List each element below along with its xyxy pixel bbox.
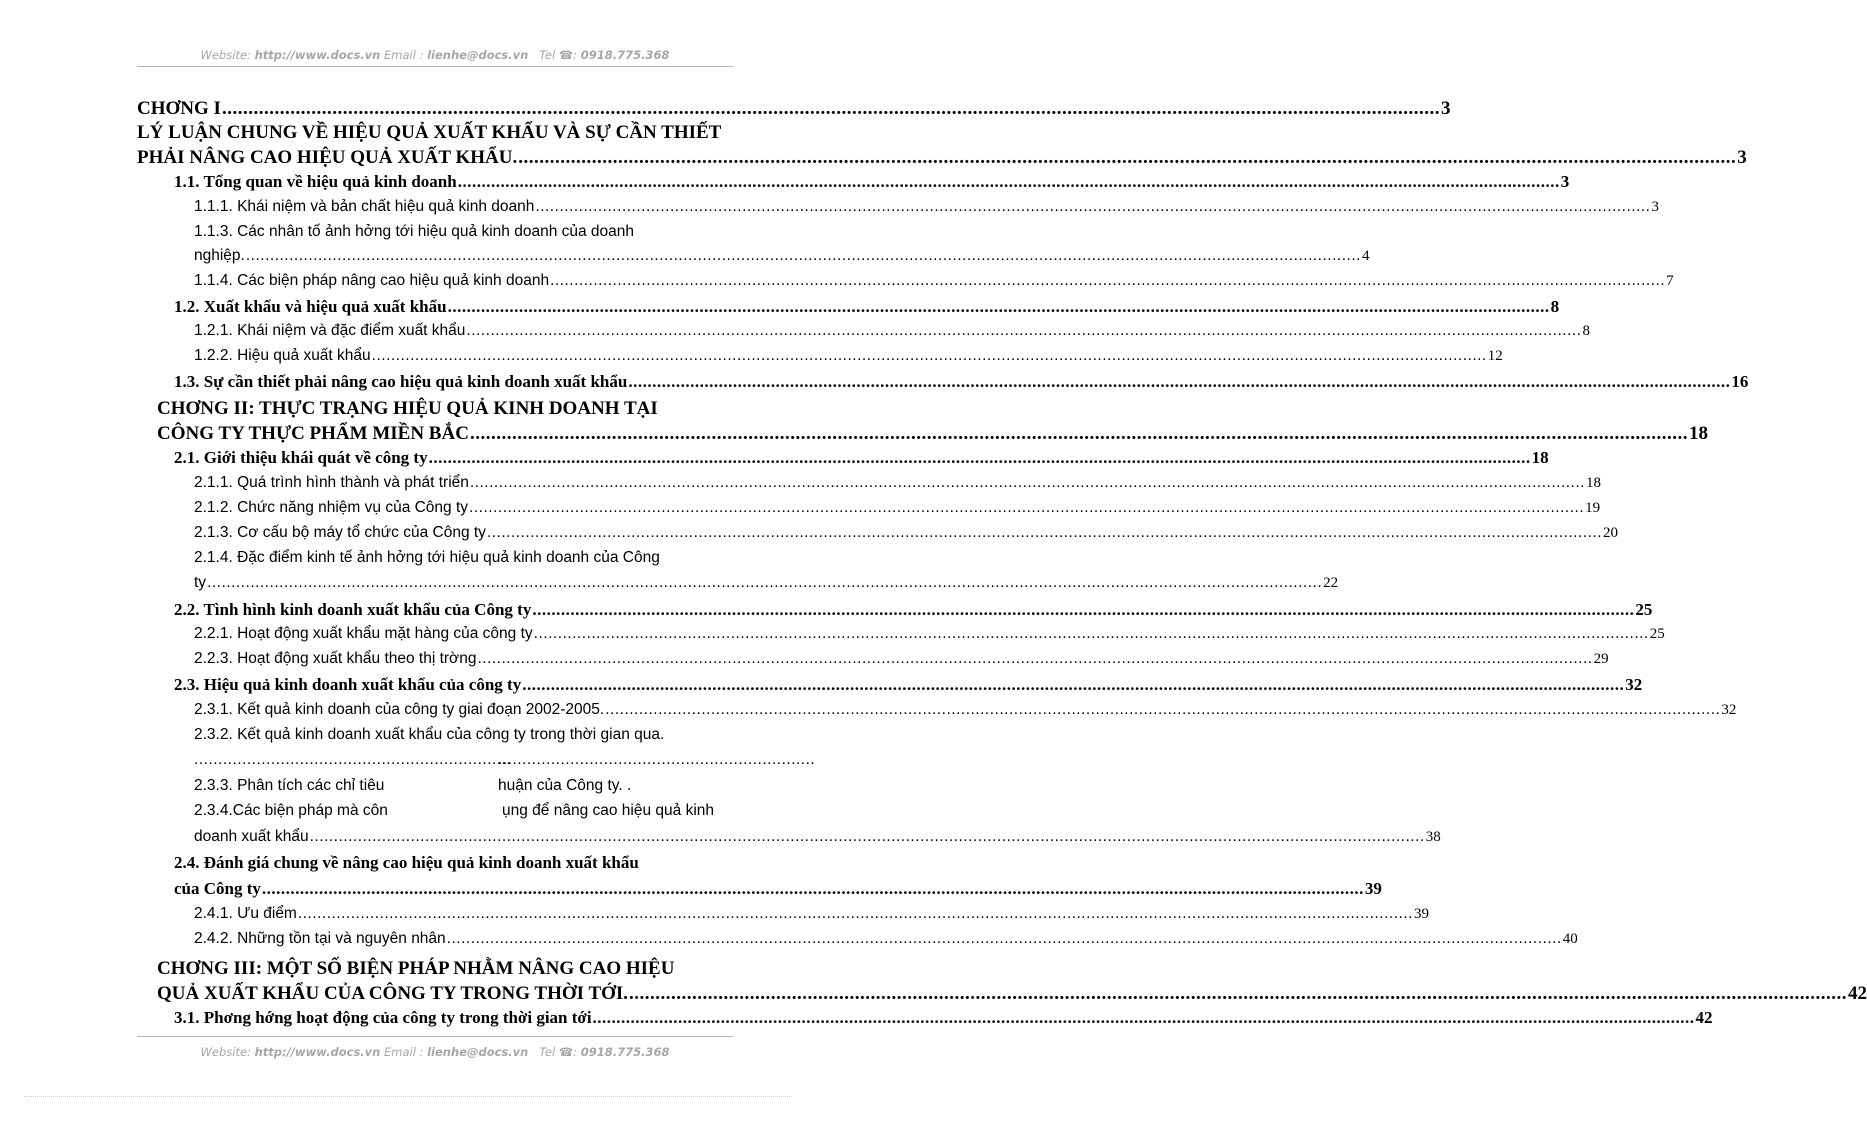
toc-subsection-2-4-2[interactable]: 2.4.2. Những tồn tại và nguyên nhân ..... 40 <box>194 930 733 948</box>
toc-subsection-2-4-1[interactable]: 2.4.1. Ưu điểm ..... 39 <box>194 905 733 923</box>
toc-section-1-1[interactable]: 1.1. Tổng quan về hiệu quả kinh doanh ..... 3 <box>174 172 733 192</box>
toc-chapter-1-title[interactable]: LÝ LUẬN CHUNG VỀ HIỆU QUẢ XUẤT KHẨU VÀ SỰ CẦN THIẾT <box>137 122 722 143</box>
email-link[interactable]: lienhe@docs.vn <box>427 1045 529 1059</box>
toc-chapter-2[interactable]: CHƠNG II: THỰC TRẠNG HIỆU QUẢ KINH DOANH TẠI <box>157 398 658 419</box>
toc-subsection-2-3-3[interactable]: 2.3.3. Phân tích các chỉ tiêu <box>194 777 385 794</box>
toc-subsection-2-1-4-line2[interactable]: ty ..... 22 <box>194 574 733 592</box>
toc-subsection-1-1-3-line2[interactable]: nghiệp. ..... 4 <box>194 247 733 265</box>
website-link[interactable]: http://www.docs.vn <box>254 1045 381 1059</box>
toc-section-2-4[interactable]: 2.4. Đánh giá chung về nâng cao hiệu quả kinh doanh xuất khẩu <box>174 853 639 872</box>
toc-subsection-2-1-2[interactable]: 2.1.2. Chức năng nhiệm vụ của Công ty ..... 19 <box>194 499 733 517</box>
toc-subsection-2-3-4-line2[interactable]: doanh xuất khẩu ..... 38 <box>194 828 733 846</box>
toc-section-2-4-line2[interactable]: của Công ty ..... 39 <box>174 879 733 899</box>
toc-chapter-1[interactable]: CHƠNG I ..... 3 <box>137 98 733 120</box>
toc-subsection-2-3-4[interactable]: 2.3.4.Các biện pháp mà côn <box>194 802 388 819</box>
toc-section-1-2[interactable]: 1.2. Xuất khẩu và hiệu quả xuất khẩu ..... 8 <box>174 297 733 317</box>
toc-subsection-2-2-3[interactable]: 2.2.3. Hoạt động xuất khẩu theo thị trờng ..... 29 <box>194 650 733 668</box>
page-footer: Website: http://www.docs.vn Email : lienhe@docs.vn Tel ☎: 0918.775.368 <box>200 1045 670 1059</box>
toc-section-1-3[interactable]: 1.3. Sự cần thiết phải nâng cao hiệu quả kinh doanh xuất khẩu ..... 16 <box>174 372 733 392</box>
header-rule <box>137 66 733 67</box>
toc-subsection-2-1-4[interactable]: 2.1.4. Đặc điểm kinh tế ảnh hởng tới hiệu quả kinh doanh của Công <box>194 549 660 566</box>
toc-subsection-1-2-1[interactable]: 1.2.1. Khái niệm và đặc điểm xuất khẩu ..... 8 <box>194 322 733 340</box>
toc-subsection-2-3-2[interactable]: 2.3.2. Kết quả kinh doanh xuất khẩu của công ty trong thời gian qua. <box>194 726 665 743</box>
footer-rule <box>137 1036 733 1037</box>
toc-subsection-1-2-2[interactable]: 1.2.2. Hiệu quả xuất khẩu ..... 12 <box>194 347 733 365</box>
toc-subsection-1-1-3[interactable]: 1.1.3. Các nhân tố ảnh hởng tới hiệu quả kinh doanh của doanh <box>194 223 635 240</box>
toc-subsection-2-1-1[interactable]: 2.1.1. Quá trình hình thành và phát triển ..... 18 <box>194 474 733 492</box>
toc-chapter-3[interactable]: CHƠNG III: MỘT SỐ BIỆN PHÁP NHẰM NÂNG CAO HIỆU <box>157 958 675 979</box>
page-header: Website: http://www.docs.vn Email : lienhe@docs.vn Tel ☎: 0918.775.368 <box>200 48 670 62</box>
phone-number: 0918.775.368 <box>580 48 670 62</box>
toc-subsection-2-3-1[interactable]: 2.3.1. Kết quả kinh doanh của công ty giai đoạn 2002-2005. ..... 32 <box>194 701 733 719</box>
toc-subsection-2-3-3-cont[interactable]: huận của Công ty. . <box>498 777 632 794</box>
toc-subsection-2-3-4-cont[interactable]: ụng để nâng cao hiệu quả kinh <box>502 802 715 819</box>
toc-subsection-2-1-3[interactable]: 2.1.3. Cơ cấu bộ máy tổ chức của Công ty ..... 20 <box>194 524 733 542</box>
toc-chapter-1-title-line2[interactable]: PHẢI NÂNG CAO HIỆU QUẢ XUẤT KHẨU. ..... 3 <box>137 147 733 169</box>
toc-dot-leader: .................................................................. <box>194 751 512 768</box>
page-bottom-dotted-border <box>24 1096 792 1097</box>
phone-number: 0918.775.368 <box>580 1045 670 1059</box>
email-link[interactable]: lienhe@docs.vn <box>427 48 529 62</box>
toc-chapter-3-line2[interactable]: QUẢ XUẤT KHẨU CỦA CÔNG TY TRONG THỜI TỚI. ..... 42 <box>157 983 733 1005</box>
toc-section-2-3[interactable]: 2.3. Hiệu quả kinh doanh xuất khẩu của công ty ..... 32 <box>174 675 733 695</box>
toc-section-3-1[interactable]: 3.1. Phơng hớng hoạt động của công ty trong thời gian tới ..... 42 <box>174 1008 733 1028</box>
website-link[interactable]: http://www.docs.vn <box>254 48 381 62</box>
toc-section-2-2[interactable]: 2.2. Tình hình kinh doanh xuất khẩu của Công ty ..... 25 <box>174 600 733 620</box>
toc-section-2-1[interactable]: 2.1. Giới thiệu khái quát về công ty ..... 18 <box>174 448 733 468</box>
toc-subsection-2-2-1[interactable]: 2.2.1. Hoạt động xuất khẩu mặt hàng của công ty ..... 25 <box>194 625 733 643</box>
toc-chapter-2-line2[interactable]: CÔNG TY THỰC PHẨM MIỀN BẮC ..... 18 <box>157 423 733 445</box>
toc-subsection-1-1-1[interactable]: 1.1.1. Khái niệm và bản chất hiệu quả kinh doanh ..... 3 <box>194 198 733 216</box>
toc-subsection-1-1-4[interactable]: 1.1.4. Các biện pháp nâng cao hiệu quả kinh doanh ..... 7 <box>194 272 733 290</box>
toc-dot-leader: .................................................................. <box>498 751 816 768</box>
